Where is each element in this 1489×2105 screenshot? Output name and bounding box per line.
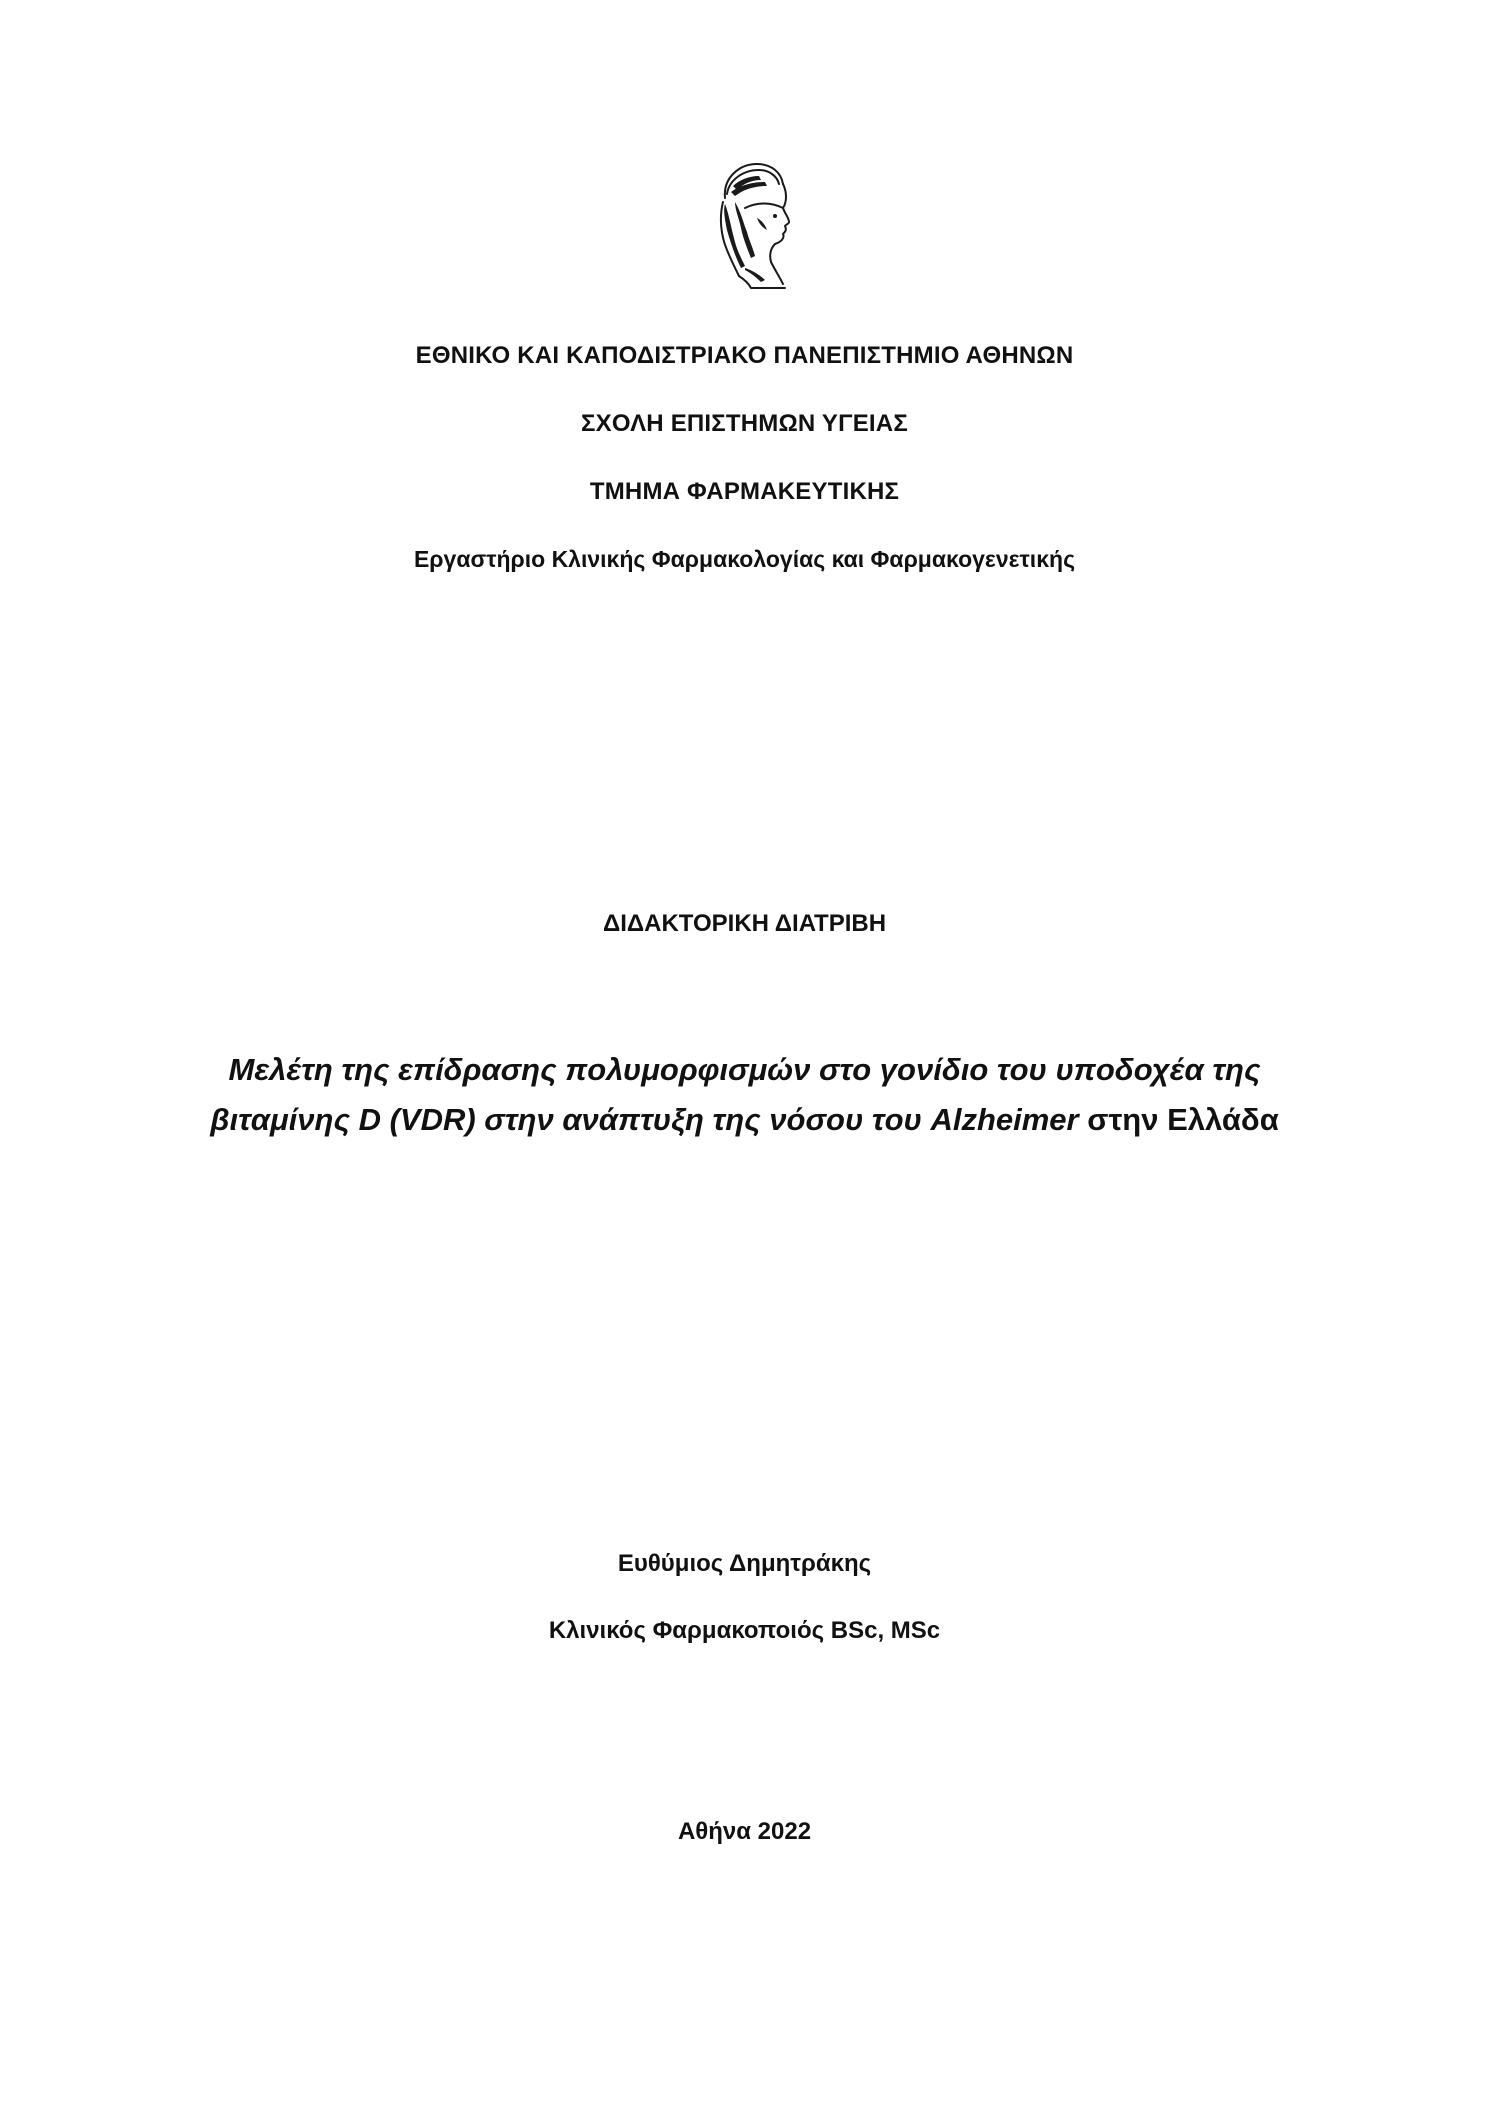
university-name: ΕΘΝΙΚΟ ΚΑΙ ΚΑΠΟΔΙΣΤΡΙΑΚΟ ΠΑΝΕΠΙΣΤΗΜΙΟ ΑΘΗΝΩΝ [415,342,1074,369]
school-name: ΣΧΟΛΗ ΕΠΙΣΤΗΜΩΝ ΥΓΕΙΑΣ [581,410,908,437]
thesis-title-line-2 [0,1095,1489,1145]
document-type: ΔΙΔΑΚΤΟΡΙΚΗ ΔΙΑΤΡΙΒΗ [602,910,887,937]
athena-head-emblem-icon [705,158,793,290]
department-name: ΤΜΗΜΑ ΦΑΡΜΑΚΕΥΤΙΚΗΣ [589,478,900,505]
author-credentials: Κλινικός Φαρμακοποιός BSc, MSc [548,1617,941,1644]
thesis-title-line-2-italic: βιταμίνης D (VDR) στην ανάπτυξη της νόσου του Alzheimer [210,1102,1079,1137]
thesis-title-line-2-regular: στην Ελλάδα [1078,1102,1279,1137]
laboratory-name: Εργαστήριο Κλινικής Φαρμακολογίας και Φαρμακογενετικής [413,546,1076,572]
thesis-title-line-1: Μελέτη της επίδρασης πολυμορφισμών στο γονίδιο του υποδοχέα της [228,1052,1261,1087]
author-name: Ευθύμιος Δημητράκης [617,1550,872,1577]
thesis-title [0,1045,1489,1145]
place-year: Αθήνα 2022 [677,1818,812,1845]
